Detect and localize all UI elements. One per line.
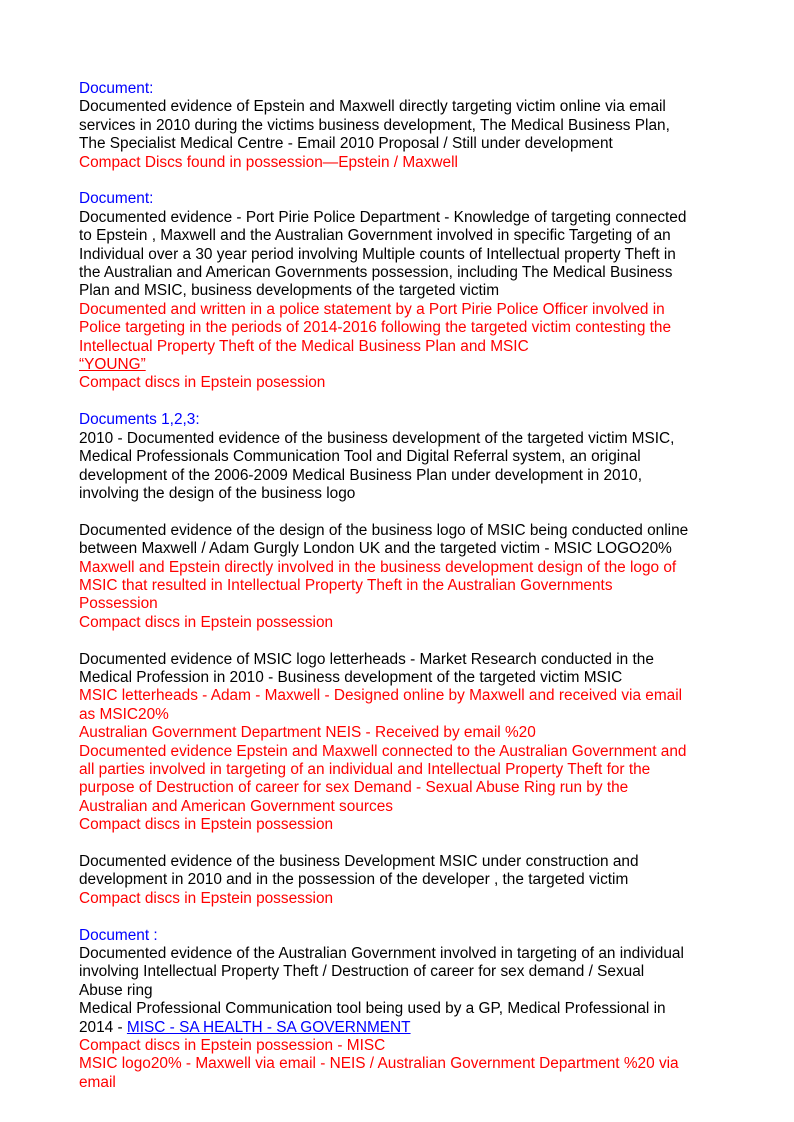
section-heading: Document :: [79, 926, 158, 944]
section-heading: Document:: [79, 190, 154, 208]
highlight-line: Compact discs in Epstein possession: [79, 816, 334, 834]
body-line: Documented evidence of Epstein and Maxwell directly targeting victim online via email: [79, 98, 666, 116]
section-heading: Documents 1,2,3:: [79, 411, 200, 429]
body-line: services in 2010 during the victims business development, The Medical Business Plan,: [79, 116, 670, 134]
highlight-line: as MSIC20%: [79, 705, 169, 723]
body-line: the Australian and American Governments possession, including The Medical Business: [79, 264, 673, 282]
body-line: Medical Professionals Communication Tool and Digital Referral system, an original: [79, 448, 641, 466]
young-link[interactable]: “YOUNG”: [79, 356, 146, 374]
body-line: Plan and MSIC, business developments of the targeted victim: [79, 282, 500, 300]
highlight-line: Maxwell and Epstein directly involved in the business development design of the logo of: [79, 558, 677, 576]
body-line: 2010 - Documented evidence of the business development of the targeted victim MSIC,: [79, 429, 675, 447]
body-line: Documented evidence of MSIC logo letterheads - Market Research conducted in the: [79, 650, 654, 668]
highlight-line: purpose of Destruction of career for sex Demand - Sexual Abuse Ring run by the: [79, 779, 629, 797]
highlight-line: Possession: [79, 595, 158, 613]
highlight-line: Compact discs in Epstein possession: [79, 613, 334, 631]
highlight-line: Australian and American Government sources: [79, 797, 393, 815]
section-3: [79, 411, 729, 503]
highlight-line: Compact discs in Epstein posession: [79, 374, 326, 392]
document-body: [79, 80, 729, 1092]
body-line: Documented evidence of the business Development MSIC under construction and: [79, 852, 639, 870]
section-5: [79, 651, 729, 835]
body-line: Documented evidence of the design of the business logo of MSIC being conducted online: [79, 521, 689, 539]
highlight-line: MSIC logo20% - Maxwell via email - NEIS / Australian Government Department %20 via: [79, 1055, 679, 1073]
highlight-line: Compact Discs found in possession—Epstein / Maxwell: [79, 153, 458, 171]
section-heading: Document:: [79, 80, 154, 97]
body-line: Medical Profession in 2010 - Business development of the targeted victim MSIC: [79, 668, 623, 686]
section-1: [79, 80, 729, 172]
section-7: [79, 927, 729, 1093]
body-line: development of the 2006-2009 Medical Business Plan under development in 2010,: [79, 466, 642, 484]
section-6: [79, 853, 729, 908]
body-line: Documented evidence of the Australian Government involved in targeting of an individual: [79, 945, 684, 962]
highlight-line: Compact discs in Epstein possession - MISC: [79, 1037, 386, 1055]
highlight-line: Compact discs in Epstein possession: [79, 889, 334, 907]
highlight-line: all parties involved in targeting of an individual and Intellectual Property Theft for the: [79, 760, 651, 778]
highlight-line: MSIC that resulted in Intellectual Property Theft in the Australian Governments: [79, 576, 613, 594]
highlight-line: MSIC letterheads - Adam - Maxwell - Designed online by Maxwell and received via email: [79, 687, 683, 705]
link-prefix: 2014 -: [79, 1018, 127, 1036]
body-line: Abuse ring: [79, 981, 153, 999]
body-line: Individual over a 30 year period involving Multiple counts of Intellectual property Theft in: [79, 245, 676, 263]
body-line: Documented evidence - Port Pirie Police Department - Knowledge of targeting connected: [79, 208, 687, 226]
section-2: [79, 190, 729, 392]
body-line-with-link: [79, 1019, 729, 1037]
misc-sa-health-link[interactable]: MISC - SA HEALTH - SA GOVERNMENT: [126, 1018, 411, 1036]
body-line: involving the design of the business logo: [79, 484, 356, 502]
section-4: [79, 522, 729, 632]
body-line: between Maxwell / Adam Gurgly London UK and the targeted victim - MSIC LOGO20%: [79, 540, 672, 558]
highlight-line: Australian Government Department NEIS - Received by email %20: [79, 724, 536, 742]
body-line: The Specialist Medical Centre - Email 2010 Proposal / Still under development: [79, 135, 613, 153]
highlight-line: Documented and written in a police statement by a Port Pirie Police Officer involved in: [79, 300, 665, 318]
highlight-line: email: [79, 1073, 116, 1091]
body-line: to Epstein , Maxwell and the Australian Government involved in specific Targeting of an: [79, 227, 671, 245]
body-line: development in 2010 and in the possession of the developer , the targeted victim: [79, 871, 629, 889]
body-line: involving Intellectual Property Theft / Destruction of career for sex demand / Sexual: [79, 963, 645, 981]
highlight-line: Documented evidence Epstein and Maxwell connected to the Australian Government and: [79, 742, 687, 760]
body-line: Medical Professional Communication tool being used by a GP, Medical Professional in: [79, 1000, 666, 1018]
highlight-line: Police targeting in the periods of 2014-2016 following the targeted victim contesting the: [79, 319, 672, 337]
highlight-line: Intellectual Property Theft of the Medical Business Plan and MSIC: [79, 337, 529, 355]
